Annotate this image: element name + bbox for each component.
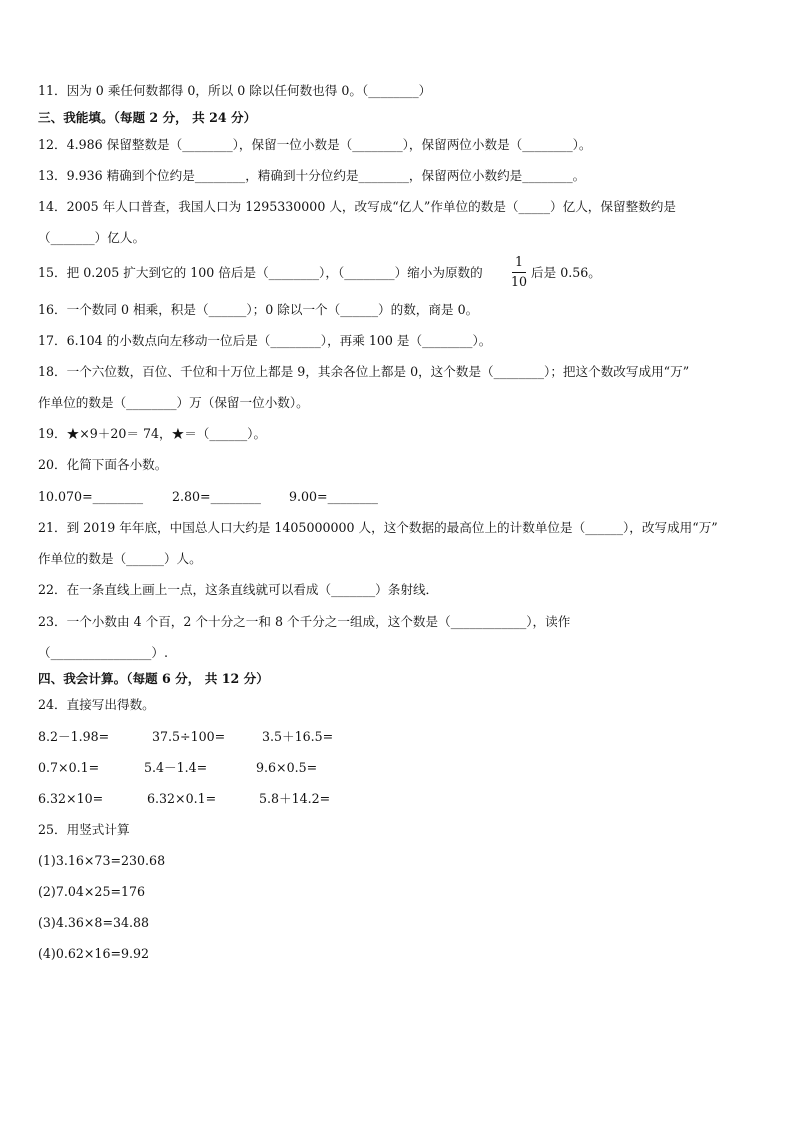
- question-15-part-1: 15．把 0.205 扩大到它的 100 倍后是（________），（________）缩小为原数的: [38, 265, 483, 280]
- question-18-line-2: 作单位的数是（________）万（保留一位小数）。: [38, 395, 309, 410]
- question-24: 24．直接写出得数。: [38, 697, 155, 712]
- question-17: 17．6.104 的小数点向左移动一位后是（________），再乘 100 是（________）。: [38, 333, 492, 348]
- question-21-line-2: 作单位的数是（______）人。: [38, 551, 202, 566]
- question-11: 11．因为 0 乘任何数都得 0，所以 0 除以任何数也得 0。（________）: [38, 83, 432, 98]
- question-14-line-2: （_______）亿人。: [38, 230, 146, 245]
- question-12: 12．4.986 保留整数是（________），保留一位小数是（________），保留两位小数是（________）。: [38, 137, 592, 152]
- vertical-calc-item: (3)4.36×8=34.88: [38, 915, 150, 930]
- calc-item: 5.4－1.4=: [144, 760, 208, 775]
- vertical-calc-item: (2)7.04×25=176: [38, 884, 146, 899]
- question-23-line-2: （________________）.: [38, 645, 168, 660]
- vertical-calc-item: (1)3.16×73=230.68: [38, 853, 166, 868]
- question-18-line-1: 18．一个六位数，百位、千位和十万位上都是 9，其余各位上都是 0，这个数是（________）；把这个数改写成用“万”: [38, 364, 690, 379]
- q20-item-3: 9.00=________: [289, 489, 378, 504]
- fraction-bar: [512, 272, 526, 273]
- question-23-line-1: 23．一个小数由 4 个百，2 个十分之一和 8 个千分之一组成，这个数是（____________），读作: [38, 614, 571, 629]
- fraction-denominator: 10: [510, 274, 528, 289]
- fraction-numerator: 1: [514, 254, 523, 269]
- calc-item: 37.5÷100=: [152, 729, 226, 744]
- question-20: 20．化简下面各小数。: [38, 457, 168, 472]
- section-3-heading: 三、我能填。（每题 2 分， 共 24 分）: [38, 110, 257, 125]
- section-4-heading: 四、我会计算。（每题 6 分， 共 12 分）: [38, 671, 269, 686]
- calc-item: 6.32×0.1=: [147, 791, 217, 806]
- calc-item: 6.32×10=: [38, 791, 104, 806]
- question-13: 13．9.936 精确到个位约是________，精确到十分位约是________，保留两位小数约是________。: [38, 168, 586, 183]
- question-21-line-1: 21．到 2019 年年底，中国总人口大约是 1405000000 人，这个数据的最高位上的计数单位是（______），改写成用“万”: [38, 520, 718, 535]
- question-22: 22．在一条直线上画上一点，这条直线就可以看成（_______）条射线．: [38, 582, 439, 597]
- calc-item: 9.6×0.5=: [256, 760, 318, 775]
- q20-item-2: 2.80=________: [172, 489, 261, 504]
- question-25: 25．用竖式计算: [38, 822, 130, 837]
- calc-item: 5.8＋14.2=: [259, 791, 331, 806]
- question-19: 19．★×9＋20＝ 74，★＝（______）。: [38, 426, 267, 441]
- q20-item-1: 10.070=________: [38, 489, 143, 504]
- vertical-calc-item: (4)0.62×16=9.92: [38, 946, 150, 961]
- calc-item: 0.7×0.1=: [38, 760, 100, 775]
- calc-item: 8.2－1.98=: [38, 729, 110, 744]
- question-14-line-1: 14．2005 年人口普查，我国人口为 1295330000 人，改写成“亿人”作单位的数是（_____）亿人，保留整数约是: [38, 199, 676, 214]
- calc-item: 3.5＋16.5=: [262, 729, 334, 744]
- question-15-part-2: 后是 0.56。: [531, 265, 601, 280]
- question-16: 16．一个数同 0 相乘，积是（______）；0 除以一个（______）的数，商是 0。: [38, 302, 479, 317]
